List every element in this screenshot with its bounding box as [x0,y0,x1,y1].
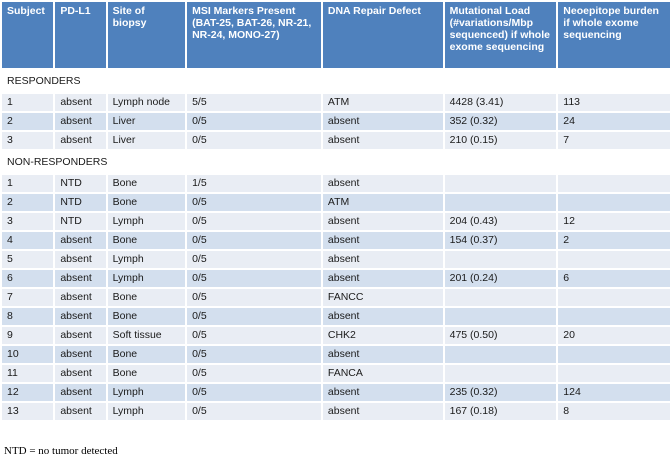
table-cell: absent [323,384,443,401]
group-label: NON-RESPONDERS [2,151,670,173]
table-cell [445,308,557,325]
table-cell: absent [55,270,105,287]
table-cell: 475 (0.50) [445,327,557,344]
table-cell: absent [55,132,105,149]
table-cell: FANCC [323,289,443,306]
table-row [2,94,670,111]
table-cell: absent [55,251,105,268]
table-cell: Lymph [108,384,185,401]
table-row [2,403,670,420]
table-cell: Liver [108,132,185,149]
table-cell [558,175,670,192]
header-row [2,2,670,68]
table-cell: absent [323,308,443,325]
table-row [2,270,670,287]
table-cell: 113 [558,94,670,111]
table-cell: absent [323,232,443,249]
table-cell: Bone [108,365,185,382]
table-cell: Lymph [108,403,185,420]
table-cell [445,365,557,382]
table-cell [445,194,557,211]
table-cell: 167 (0.18) [445,403,557,420]
table-cell: 6 [558,270,670,287]
table-cell: absent [55,365,105,382]
group-header-row [2,70,670,92]
table-cell: 5 [2,251,53,268]
table-cell: 2 [2,194,53,211]
table-cell: 11 [2,365,53,382]
table-cell: absent [323,346,443,363]
table-cell: 8 [2,308,53,325]
table-row [2,194,670,211]
table-cell: 8 [558,403,670,420]
table-cell: 24 [558,113,670,130]
table-cell: 3 [2,132,53,149]
table-cell: 0/5 [187,232,321,249]
table-cell [558,289,670,306]
table-cell: 352 (0.32) [445,113,557,130]
table-cell: Bone [108,289,185,306]
table-cell: absent [323,132,443,149]
table-cell: ATM [323,194,443,211]
table-cell: absent [323,175,443,192]
table-cell: 0/5 [187,113,321,130]
table-row [2,132,670,149]
table-cell: 7 [558,132,670,149]
table-cell: 12 [2,384,53,401]
table-cell [445,289,557,306]
table-cell: 2 [2,113,53,130]
table-cell: CHK2 [323,327,443,344]
header-neoepitope-burden: Neoepitope burden if whole exome sequencing [558,2,670,68]
table-cell: 7 [2,289,53,306]
table-cell: 4 [2,232,53,249]
table-cell: 0/5 [187,251,321,268]
table-cell: 1 [2,175,53,192]
header-site-of-biopsy: Site of biopsy [108,2,185,68]
table-cell: absent [323,113,443,130]
table-row [2,346,670,363]
group-header-row [2,151,670,173]
table-cell: 12 [558,213,670,230]
table-cell: Lymph [108,270,185,287]
table-cell: Bone [108,194,185,211]
footnote: NTD = no tumor detected [4,445,118,457]
table-cell: 235 (0.32) [445,384,557,401]
table-cell: 0/5 [187,346,321,363]
table-cell [445,346,557,363]
table-cell: 124 [558,384,670,401]
table-row [2,251,670,268]
table-cell: Lymph [108,213,185,230]
table-cell [558,346,670,363]
table-cell: Liver [108,113,185,130]
table-cell: 0/5 [187,327,321,344]
table-row [2,232,670,249]
table-cell: absent [323,213,443,230]
header-mutational-load: Mutational Load (#variations/Mbp sequenced) if whole exome sequencing [445,2,557,68]
table-cell: NTD [55,194,105,211]
table-cell: absent [55,232,105,249]
table-cell: Bone [108,175,185,192]
table-cell: 154 (0.37) [445,232,557,249]
table-row [2,289,670,306]
table-cell: absent [55,346,105,363]
table-cell: FANCA [323,365,443,382]
table-cell [558,365,670,382]
header-msi-markers: MSI Markers Present (BAT-25, BAT-26, NR-21, NR-24, MONO-27) [187,2,321,68]
table-cell: absent [55,94,105,111]
table-cell: absent [323,403,443,420]
table-cell: absent [55,327,105,344]
table-cell: ATM [323,94,443,111]
table-cell: 0/5 [187,308,321,325]
table-cell: 0/5 [187,213,321,230]
table-cell: 5/5 [187,94,321,111]
table-cell: 0/5 [187,384,321,401]
table-cell: 0/5 [187,365,321,382]
table-cell: 20 [558,327,670,344]
table-cell: 13 [2,403,53,420]
table-cell [445,251,557,268]
table-cell: 3 [2,213,53,230]
table-cell [558,308,670,325]
header-dna-repair-defect: DNA Repair Defect [323,2,443,68]
table-cell: Bone [108,308,185,325]
table-cell: 9 [2,327,53,344]
table-cell: Bone [108,232,185,249]
table-row [2,327,670,344]
table-cell: 0/5 [187,270,321,287]
table-cell: 1 [2,94,53,111]
table-cell [558,251,670,268]
table-cell: 0/5 [187,403,321,420]
table-cell: 4428 (3.41) [445,94,557,111]
table-cell: 6 [2,270,53,287]
table-cell: Soft tissue [108,327,185,344]
table-row [2,384,670,401]
table-cell: 10 [2,346,53,363]
table-row [2,213,670,230]
table-cell: 204 (0.43) [445,213,557,230]
table-cell: 210 (0.15) [445,132,557,149]
table-cell: absent [55,403,105,420]
table-cell: Lymph node [108,94,185,111]
table-row [2,365,670,382]
table-row [2,113,670,130]
table-cell [445,175,557,192]
table-cell: Bone [108,346,185,363]
group-label: RESPONDERS [2,70,670,92]
table-cell: absent [55,113,105,130]
table-cell: Lymph [108,251,185,268]
table-cell: absent [55,384,105,401]
table-cell: NTD [55,175,105,192]
table-row [2,308,670,325]
header-pd-l1: PD-L1 [55,2,105,68]
table-cell [558,194,670,211]
table-cell: 2 [558,232,670,249]
table-cell: 0/5 [187,194,321,211]
table-cell: 0/5 [187,132,321,149]
table-row [2,175,670,192]
header-subject: Subject [2,2,53,68]
table-cell: 201 (0.24) [445,270,557,287]
table-cell: absent [323,270,443,287]
table-cell: 0/5 [187,289,321,306]
table-cell: absent [55,289,105,306]
table-cell: absent [323,251,443,268]
table-cell: 1/5 [187,175,321,192]
table-cell: absent [55,308,105,325]
table-cell: NTD [55,213,105,230]
